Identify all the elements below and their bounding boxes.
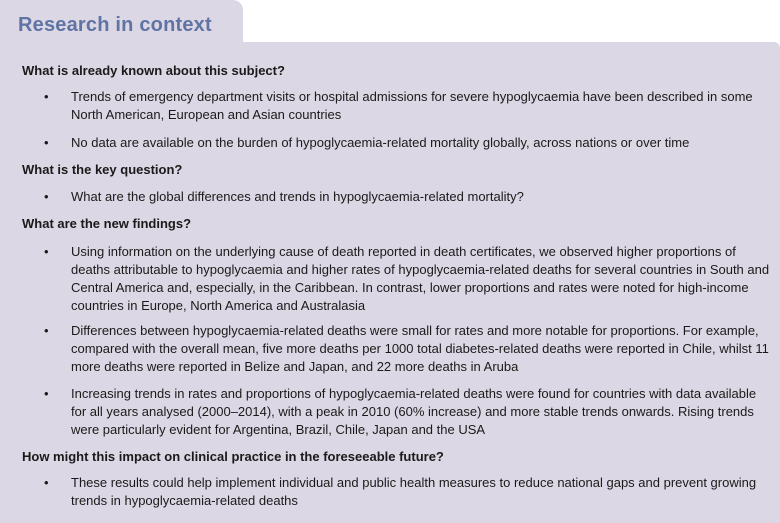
bullet-text: These results could help implement individual and public health measures to reduce national gaps and prevent growing trends in hypoglycaemia-related deaths (71, 475, 757, 508)
bullet-icon: • (44, 323, 49, 338)
bullet-text: What are the global differences and trends in hypoglycaemia-related mortality? (71, 189, 524, 204)
bullet-icon: • (44, 244, 49, 259)
bullet-text: Using information on the underlying cause of death reported in death certificates, we observed higher proportions of deaths attributable to hypoglycaemia and higher rates of hypoglycaemia-related deaths for several countries in South and Central America and, especially, in the Caribbean. In contrast, lower proportions and rates were noted for high-income countries in Europe, North America and Australasia (71, 244, 770, 313)
bullet-text: No data are available on the burden of hypoglycaemia-related mortality globally, across nations or over time (71, 135, 690, 150)
section-heading-question: What is the key question? (22, 162, 183, 177)
bullet-text: Differences between hypoglycaemia-related deaths were small for rates and more notable for proportions. For example, compared with the overall mean, five more deaths per 1000 total diabetes-related deaths were reported in Chile, whilst 11 more deaths were reported in Belize and Japan, and 22 more deaths in Aruba (71, 323, 769, 374)
bullet-icon: • (44, 135, 49, 150)
bullet-icon: • (44, 386, 49, 401)
bullet-text: Trends of emergency department visits or hospital admissions for severe hypoglycaemia have been described in some North American, European and Asian countries (71, 89, 753, 122)
bullet-text: Increasing trends in rates and proportions of hypoglycaemia-related deaths were found for countries with data available for all years analysed (2000–2014), with a peak in 2010 (60% increase) and more stable trends onwards. Rising trends were particularly evident for Argentina, Brazil, Chile, Japan and the USA (71, 386, 757, 437)
section-heading-impact: How might this impact on clinical practice in the foreseeable future? (22, 449, 444, 464)
box-title: Research in context (18, 14, 212, 36)
bullet-icon: • (44, 475, 49, 490)
section-heading-findings: What are the new findings? (22, 216, 192, 231)
bullet-icon: • (44, 189, 49, 204)
bullet-icon: • (44, 89, 49, 104)
title-tab (0, 0, 243, 42)
section-heading-known: What is already known about this subject? (22, 63, 285, 78)
